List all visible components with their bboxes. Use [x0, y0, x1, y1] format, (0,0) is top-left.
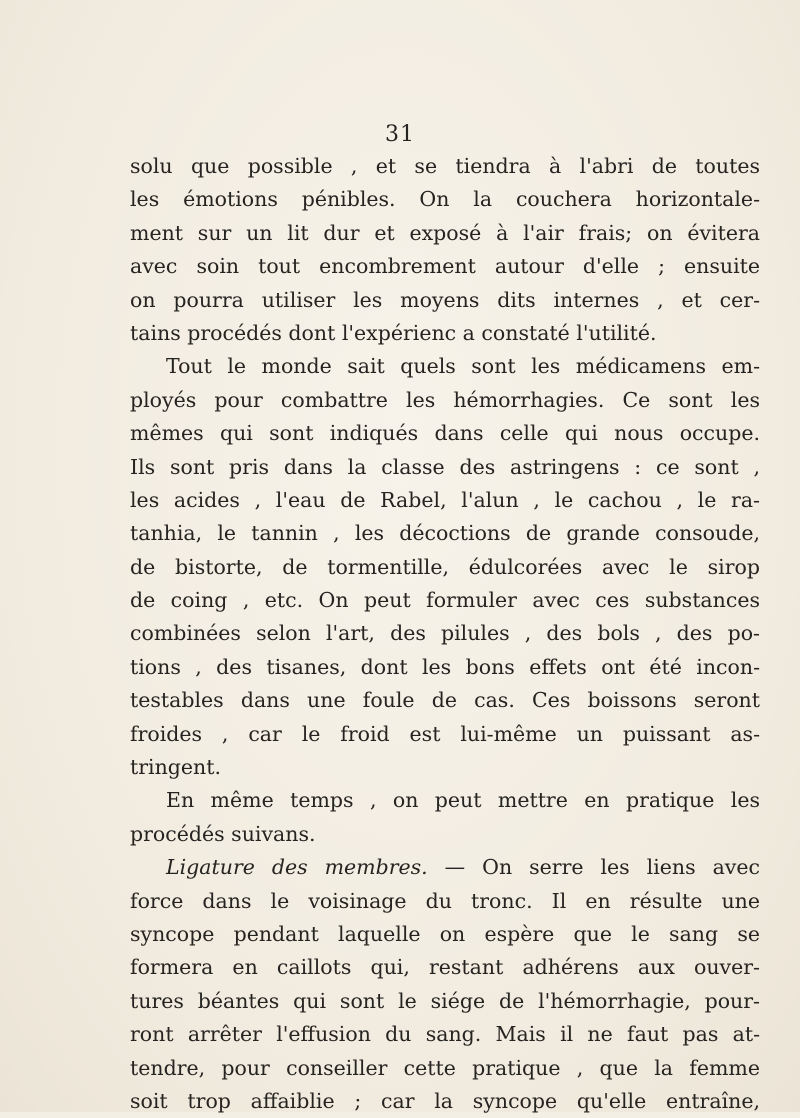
text-line: force dans le voisinage du tronc. Il en résulte une [130, 888, 760, 913]
text-line: de bistorte, de tormentille, édulcorées avec le sirop [130, 554, 760, 579]
section-heading: Ligature des membres. [166, 855, 428, 880]
text-line-with-heading [130, 851, 760, 884]
text-line: Tout le monde sait quels sont les médicamens em- [166, 354, 760, 379]
text-line: procédés suivans. [130, 821, 316, 846]
text-line: on pourra utiliser les moyens dits internes , et cer- [130, 287, 760, 312]
text-line: tringent. [130, 755, 222, 780]
body-text [130, 150, 760, 1118]
text-line: les émotions pénibles. On la couchera horizontale- [130, 187, 760, 212]
text-line: formera en caillots qui, restant adhérens aux ouver- [130, 955, 760, 980]
text-line: tions , des tisanes, dont les bons effets ont été incon- [130, 654, 760, 679]
text-line: Ils sont pris dans la classe des astringens : ce sont , [130, 454, 760, 479]
text-line: tendre, pour conseiller cette pratique , que la femme [130, 1055, 760, 1080]
page-number: 31 [385, 122, 415, 147]
text-line: tains procédés dont l'expérienc a constaté l'utilité. [130, 320, 657, 345]
text-line: ment sur un lit dur et exposé à l'air frais; on évitera [130, 220, 760, 245]
text-line: de coing , etc. On peut formuler avec ces substances [130, 588, 760, 613]
text-line: froides , car le froid est lui-même un puissant as- [130, 721, 760, 746]
text-line: mêmes qui sont indiqués dans celle qui nous occupe. [130, 421, 760, 446]
text-line: combinées selon l'art, des pilules , des bols , des po- [130, 621, 760, 646]
text-line: tanhia, le tannin , les décoctions de grande consoude, [130, 521, 760, 546]
text-line: ront arrêter l'effusion du sang. Mais il ne faut pas at- [130, 1022, 760, 1047]
text-line: les acides , l'eau de Rabel, l'alun , le cachou , le ra- [130, 487, 760, 512]
text-line: testables dans une foule de cas. Ces boissons seront [130, 688, 760, 713]
text-line: tures béantes qui sont le siége de l'hémorrhagie, pour- [130, 988, 760, 1013]
text-line: ployés pour combattre les hémorrhagies. Ce sont les [130, 387, 760, 412]
text-line: solu que possible , et se tiendra à l'abri de toutes [130, 154, 760, 178]
text-line: syncope pendant laquelle on espère que le sang se [130, 921, 760, 946]
text-line: soit trop affaiblie ; car la syncope qu'elle entraîne, [130, 1088, 760, 1113]
text-line: avec soin tout encombrement autour d'elle ; ensuite [130, 254, 760, 279]
text-line: En même temps , on peut mettre en pratique les [166, 788, 760, 813]
text-line: — On serre les liens avec [444, 855, 760, 880]
